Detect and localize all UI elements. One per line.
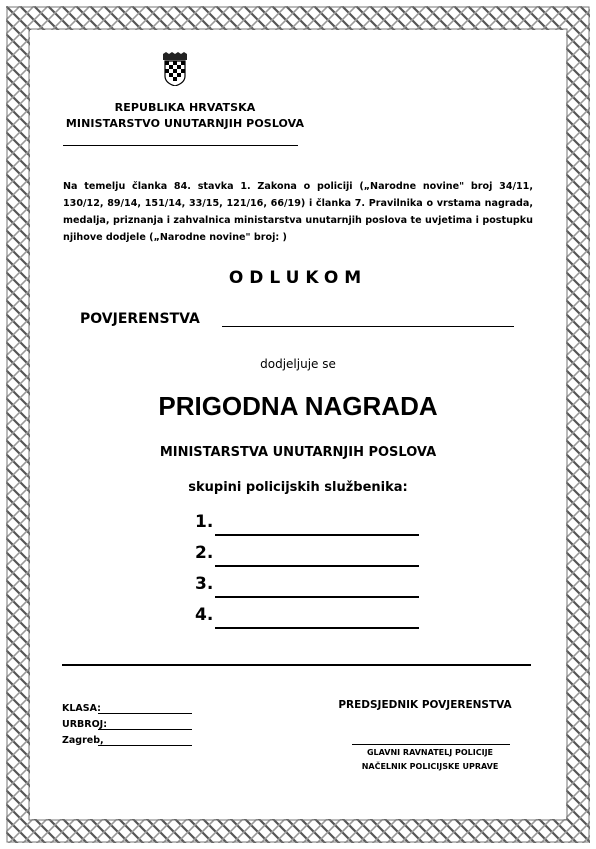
recipient-line-2 [215, 565, 419, 567]
header-ministry: MINISTARSTVO UNUTARNJIH POSLOVA [65, 117, 305, 130]
recipient-number-2: 2. [195, 543, 214, 563]
recipient-line-3 [215, 596, 419, 598]
committee-name-line [222, 326, 514, 327]
recipient-number-1: 1. [195, 512, 214, 532]
award-issuer: MINISTARSTVA UNUTARNJIH POSLOVA [159, 445, 437, 460]
recipient-line-4 [215, 627, 419, 629]
recipient-number-3: 3. [195, 574, 214, 594]
recipient-line-1 [215, 534, 419, 536]
legal-basis-text: Na temelju članka 84. stavka 1. Zakona o policiji („Narodne novine" broj 34/11, 130/12, 89/14, 151/14, 33/15, 121/16, 66/19) i članka 7. Pravilnika o vrstama nagrada, medalja, priznanja i zahvalnica ministarstva unutarnjih poslova te uvjetima i postupku njihove dodjele („Narodne novine" broj: ) [63, 181, 533, 243]
urbroj-line [98, 729, 192, 730]
committee-label: POVJERENSTVA [80, 311, 200, 327]
award-intro: dodjeljuje se [260, 357, 336, 371]
date-line [98, 745, 192, 746]
klasa-label: KLASA: [62, 703, 101, 714]
signature-line [352, 744, 510, 745]
award-title: PRIGODNA NAGRADA [158, 391, 438, 421]
decision-title: ODLUKOM [228, 268, 368, 288]
signature-title: PREDSJEDNIK POVJERENSTVA [338, 699, 512, 711]
header-country: REPUBLIKA HRVATSKA [114, 101, 256, 114]
place-label: Zagreb, [62, 735, 104, 746]
section-divider [62, 664, 531, 666]
coat-of-arms-icon [162, 52, 188, 86]
signatory-title-1: GLAVNI RAVNATELJ POLICIJE [366, 748, 494, 757]
header-divider [63, 145, 298, 146]
recipient-number-4: 4. [195, 605, 214, 625]
urbroj-label: URBROJ: [62, 719, 107, 730]
klasa-line [98, 713, 192, 714]
signatory-title-2: NAČELNIK POLICIJSKE UPRAVE [361, 762, 499, 771]
recipient-group-label: skupini policijskih službenika: [188, 480, 408, 495]
